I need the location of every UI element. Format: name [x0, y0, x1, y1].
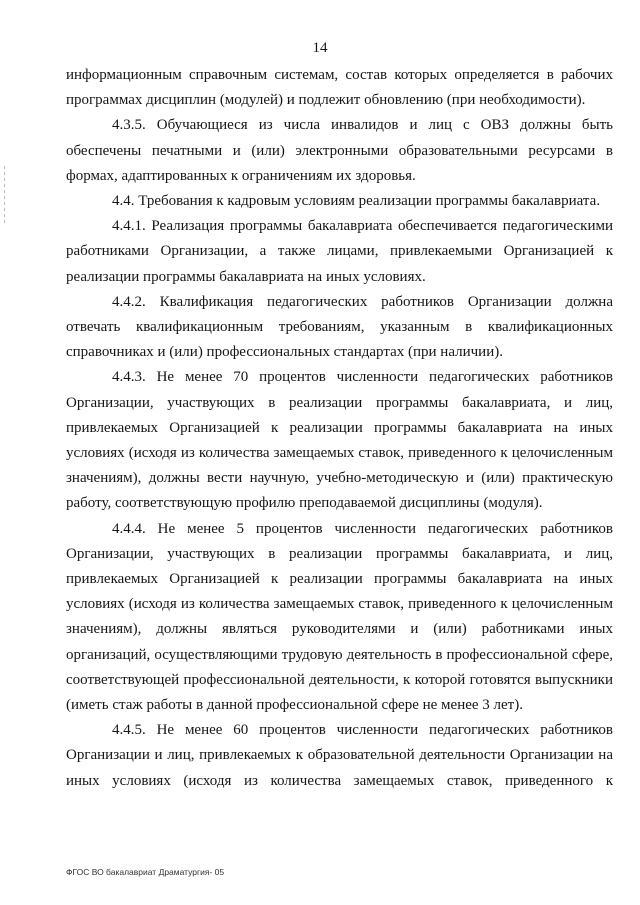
- paragraph: 4.4.3. Не менее 70 процентов численности педагогических работников Организации, участвующих в реализации программы бакалавриата, и лиц, привлекаемых Организацией к реализации программы бакалавриата на иных условиях (исходя из количества замещаемых ставок, приведенного к целочисленным значениям), должны вести научную, учебно-методическую и (или) практическую работу, соответствующую профилю преподаваемой дисциплины (модуля).: [66, 369, 613, 512]
- page-footer: ФГОС ВО бакалавриат Драматургия- 05: [66, 867, 225, 877]
- paragraph: 4.4.2. Квалификация педагогических работников Организации должна отвечать квалификационным требованиям, указанным в квалификационных справочниках и (или) профессиональных стандартах (при наличии).: [66, 293, 613, 361]
- paragraph: 4.4. Требования к кадровым условиям реализации программы бакалавриата.: [112, 193, 601, 210]
- document-body: [66, 63, 613, 794]
- scan-artifact: [4, 166, 5, 226]
- paragraph: 4.4.4. Не менее 5 процентов численности педагогических работников Организации, участвующих в реализации программы бакалавриата, и лиц, привлекаемых Организацией к реализации программы бакалавриата на иных условиях (исходя из количества замещаемых ставок, приведенного к целочисленным значениям), должны являться руководителями и (или) работниками иных организаций, осуществляющими трудовую деятельность в профессиональной сфере, соответствующей профессиональной деятельности, к которой готовятся выпускники (иметь стаж работы в данной профессиональной сфере не менее 3 лет).: [66, 520, 613, 714]
- paragraph: информационным справочным системам, состав которых определяется в рабочих программах дисциплин (модулей) и подлежит обновлению (при необходимости).: [66, 67, 613, 109]
- paragraph: 4.3.5. Обучающиеся из числа инвалидов и лиц с ОВЗ должны быть обеспечены печатными и (или) электронными образовательными ресурсами в формах, адаптированных к ограничениям их здоровья.: [66, 117, 613, 184]
- page-number: 14: [312, 40, 328, 56]
- paragraph: 4.4.1. Реализация программы бакалавриата обеспечивается педагогическими работниками Организации, а также лицами, привлекаемыми Организацией к реализации программы бакалавриата на иных условиях.: [66, 218, 613, 285]
- paragraph: 4.4.5. Не менее 60 процентов численности педагогических работников Организации и лиц, привлекаемых к образовательной деятельности Организации на иных условиях (исходя из количества замещаемых ставок, приведенного к: [66, 722, 613, 789]
